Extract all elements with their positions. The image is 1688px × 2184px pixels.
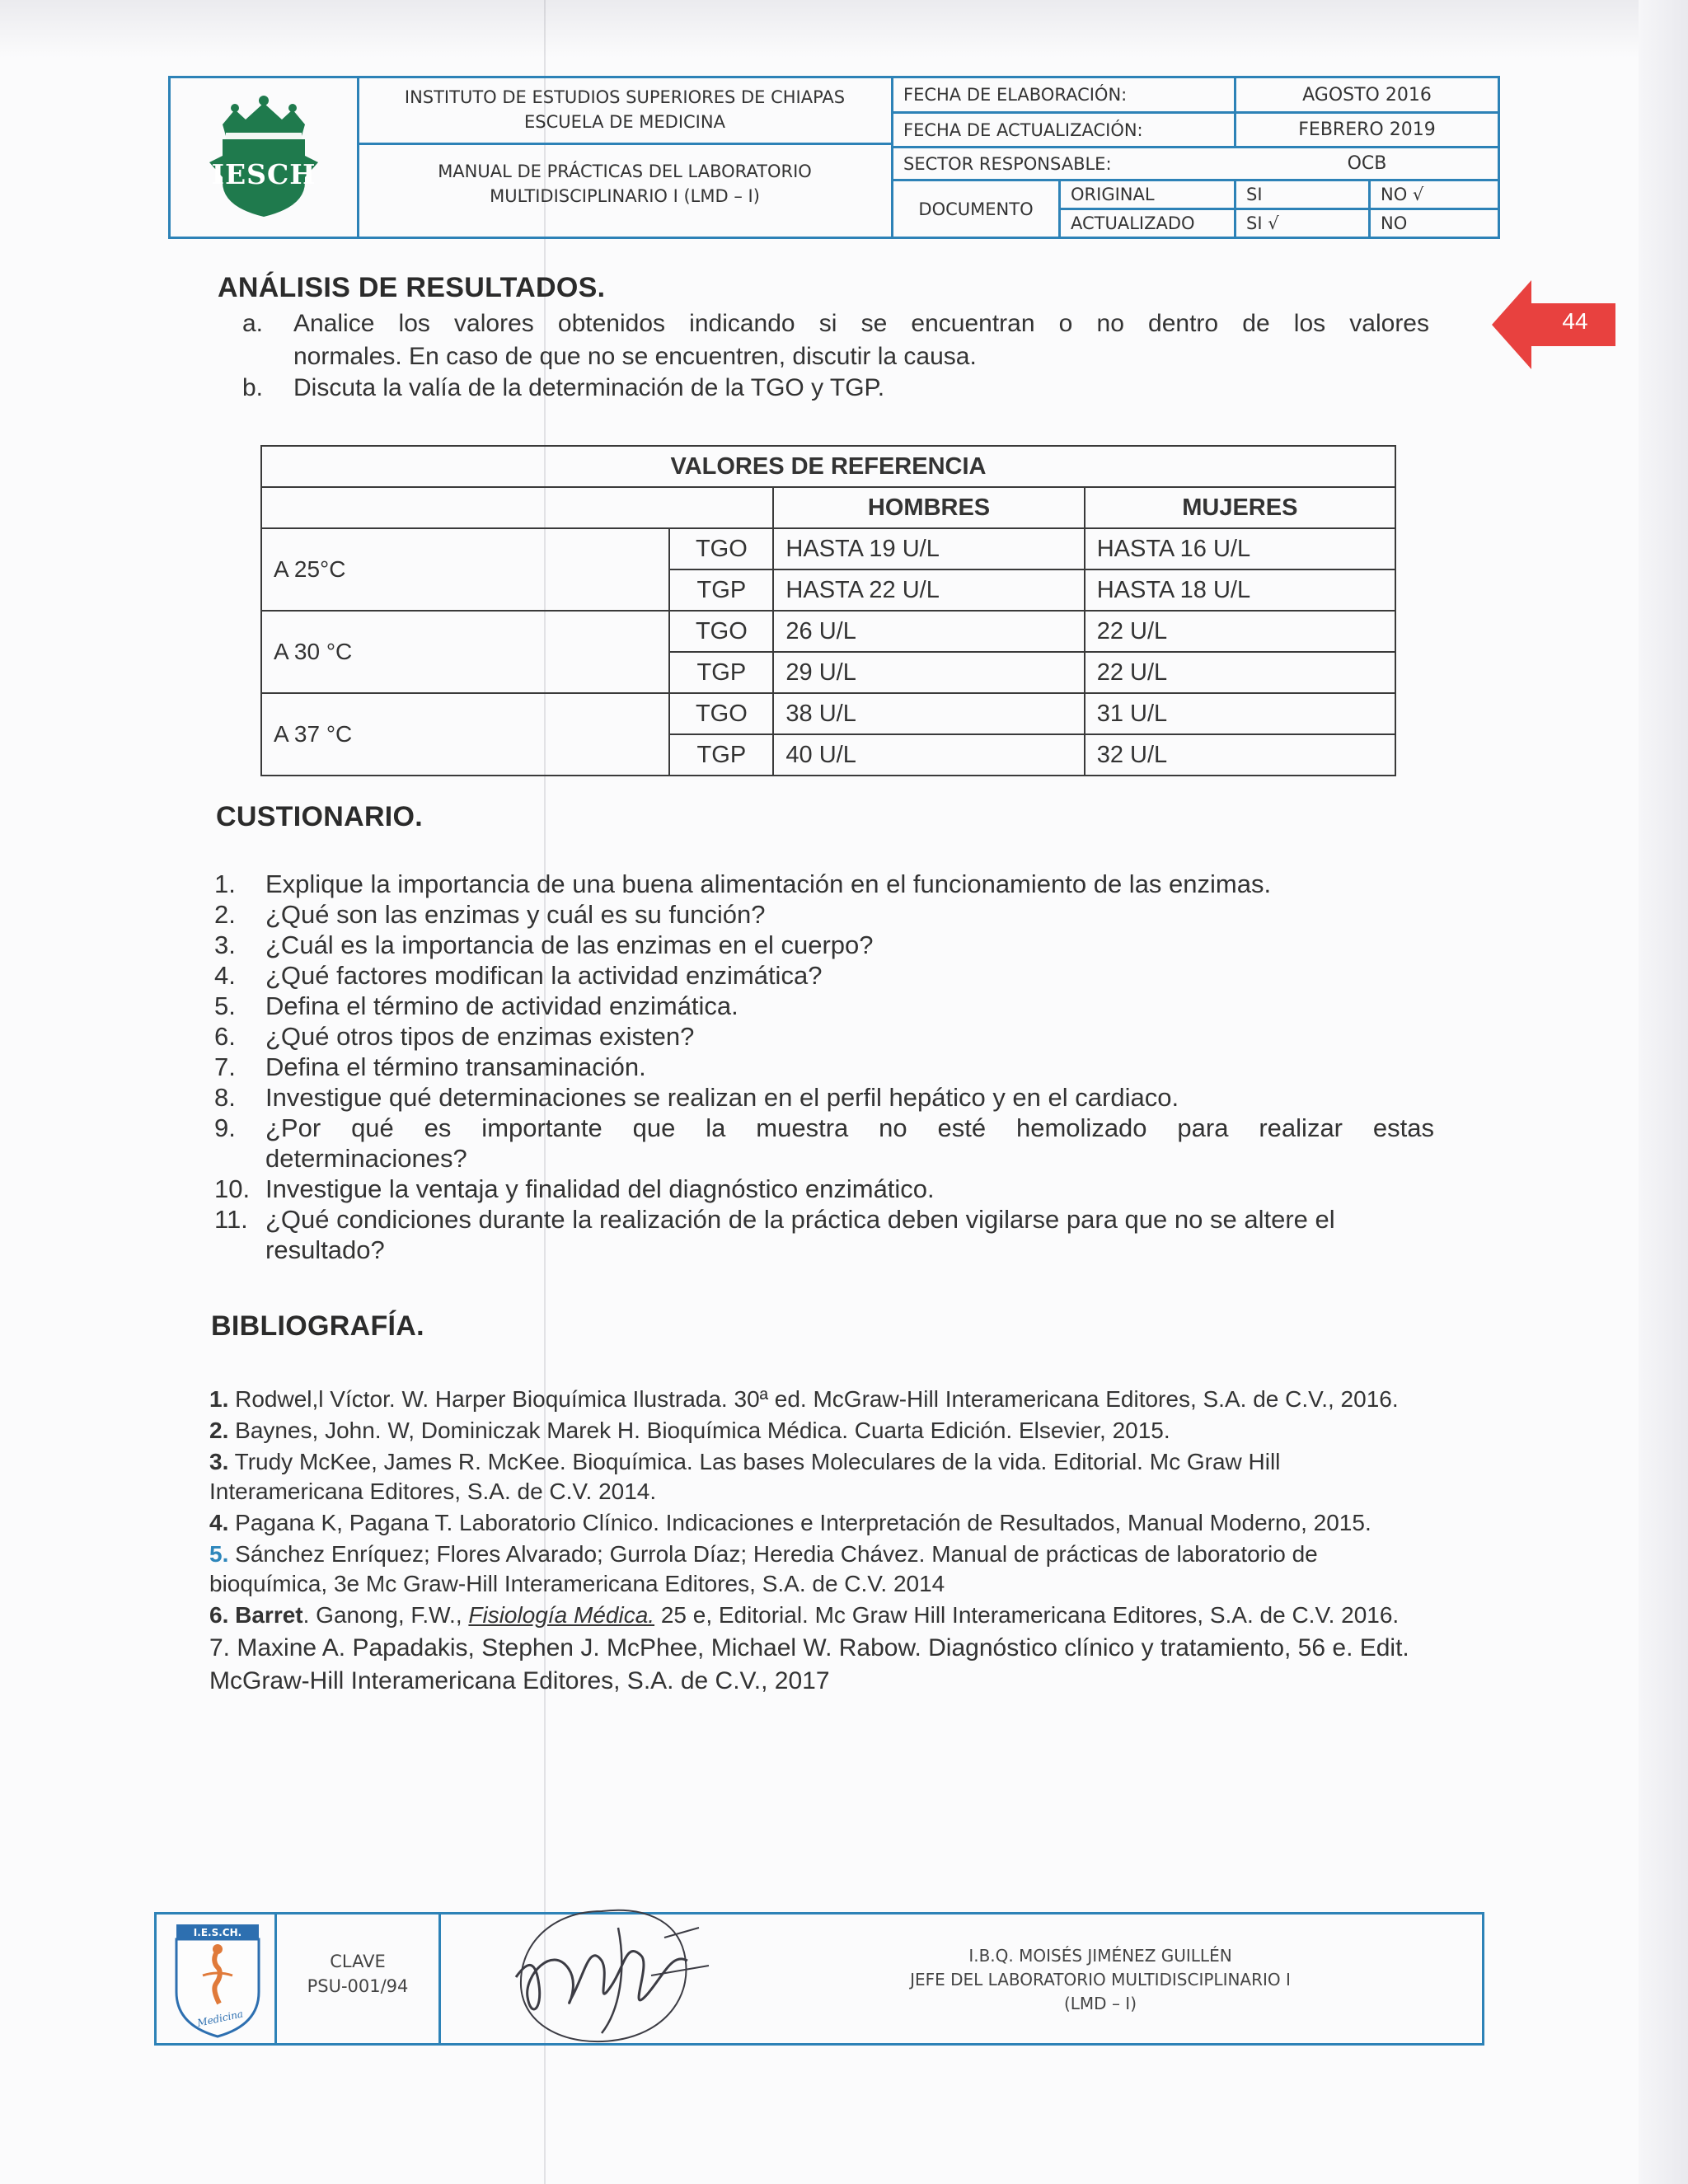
scan-edge-shadow [1639, 0, 1688, 2184]
item-text: ¿Qué otros tipos de enzimas existen? [265, 1022, 695, 1051]
item-text: Pagana K, Pagana T. Laboratorio Clínico. Indicaciones e Interpretación de Resultados, Manual Moderno, 2015. [235, 1510, 1372, 1535]
list-item [214, 899, 1434, 930]
original-no-checked: NO √ [1381, 185, 1424, 204]
item-text: Investigue qué determinaciones se realizan en el perfil hepático y en el cardiaco. [265, 1083, 1179, 1112]
item-number: 1. [209, 1386, 229, 1412]
item-number: 10. [214, 1174, 251, 1203]
list-item [209, 1385, 1437, 1414]
item-text: Investigue la ventaja y finalidad del diagnóstico enzimático. [265, 1174, 935, 1203]
fecha-elaboracion-label: FECHA DE ELABORACIÓN: [903, 85, 1128, 105]
document-footer [154, 1912, 1484, 2046]
enzyme-cell: TGP [669, 569, 773, 611]
fecha-actualizacion-value: FEBRERO 2019 [1298, 120, 1436, 140]
item-text: Maxine A. Papadakis, Stephen J. McPhee, Michael W. Rabow. Diagnóstico clínico y tratamiento, 56 e. Edit. McGraw-Hill Interamericana Editores, S.A. de C.V., 2017 [209, 1634, 1409, 1694]
men-value-cell: HASTA 22 U/L [773, 569, 1084, 611]
list-item [209, 1601, 1437, 1630]
sector-value: OCB [1347, 153, 1387, 174]
men-value-cell: 29 U/L [773, 652, 1084, 693]
signer-name: I.B.Q. MOISÉS JIMÉNEZ GUILLÉN [968, 1946, 1232, 1966]
women-value-cell: 32 U/L [1085, 734, 1395, 776]
documento-label: DOCUMENTO [918, 199, 1034, 219]
fecha-actualizacion-label: FECHA DE ACTUALIZACIÓN: [903, 120, 1143, 140]
logo-text: IESCH [211, 158, 316, 190]
document-header [168, 76, 1500, 239]
item-text-line: resultado? [265, 1235, 385, 1264]
women-value-cell: HASTA 18 U/L [1085, 569, 1395, 611]
list-item [214, 1113, 1434, 1174]
table-title: VALORES DE REFERENCIA [261, 446, 1395, 487]
fecha-elaboracion-value: AGOSTO 2016 [1302, 84, 1432, 105]
list-item [214, 869, 1434, 899]
seal-top-text: I.E.S.CH. [193, 1927, 242, 1938]
women-value-cell: 22 U/L [1085, 652, 1395, 693]
item-text: Explique la importancia de una buena alimentación en el funcionamiento de las enzimas. [265, 869, 1272, 898]
item-text: Defina el término transaminación. [265, 1052, 646, 1081]
item-text-line: determinaciones? [265, 1144, 467, 1173]
item-b-marker: b. [242, 374, 264, 401]
col-header-men: HOMBRES [773, 487, 1084, 528]
enzyme-cell: TGO [669, 528, 773, 569]
item-number: 4. [214, 961, 236, 990]
bibliografia-heading: BIBLIOGRAFÍA. [211, 1310, 424, 1342]
page-number-tab [1492, 280, 1615, 369]
temp-cell: A 37 °C [261, 693, 669, 776]
temp-cell: A 30 °C [261, 611, 669, 693]
item-text: Defina el término de actividad enzimática. [265, 991, 738, 1020]
enzyme-cell: TGP [669, 652, 773, 693]
sector-label: SECTOR RESPONSABLE: [903, 153, 1112, 174]
medicine-seal [166, 1918, 269, 2040]
reference-values-table [260, 445, 1396, 776]
cuestionario-heading: CUSTIONARIO. [216, 801, 424, 832]
manual-line: MULTIDISCIPLINARIO I (LMD – I) [490, 186, 760, 206]
item-number: 3. [214, 930, 236, 959]
signer-lab: (LMD – I) [1063, 1994, 1137, 2013]
list-item [209, 1540, 1437, 1599]
item-text: Rodwel,l Víctor. W. Harper Bioquímica Ilustrada. 30ª ed. McGraw-Hill Interamericana Editores, S.A. de C.V., 2016. [235, 1386, 1399, 1412]
list-item [214, 1021, 1434, 1052]
item-text-line: ¿Por qué es importante que la muestra no esté hemolizado para realizar estas [265, 1113, 1434, 1142]
list-item [209, 1632, 1437, 1698]
item-number: 4. [209, 1510, 229, 1535]
question-list [214, 869, 1434, 1265]
women-value-cell: HASTA 16 U/L [1085, 528, 1395, 569]
item-text: Sánchez Enríquez; Flores Alvarado; Gurrola Díaz; Heredia Chávez. Manual de prácticas de laboratorio de bioquímica, 3e Mc Graw-Hill Interamericana Editores, S.A. de C.V. 2014 [209, 1541, 1318, 1596]
institution-name [357, 78, 893, 143]
men-value-cell: 38 U/L [773, 693, 1084, 734]
seal-bottom-text: Medicina [196, 2008, 245, 2029]
item-b-text: Discuta la valía de la determinación de la TGO y TGP. [293, 374, 885, 401]
item-number: 1. [214, 869, 236, 898]
clave-label: CLAVE [330, 1952, 386, 1971]
item-text: 25 e, Editorial. Mc Graw Hill Interamericana Editores, S.A. de C.V. 2016. [654, 1602, 1400, 1628]
item-number: 5. [209, 1541, 229, 1567]
table-row [261, 528, 1395, 569]
original-si: SI [1246, 185, 1263, 204]
item-number: 7. [214, 1052, 236, 1081]
item-a-marker: a. [242, 310, 264, 337]
original-label: ORIGINAL [1071, 185, 1155, 204]
temp-cell: A 25°C [261, 528, 669, 611]
enzyme-cell: TGP [669, 734, 773, 776]
item-number: 8. [214, 1083, 236, 1112]
item-number: 5. [214, 991, 236, 1020]
item-text [265, 1204, 1434, 1265]
list-item [214, 1082, 1434, 1113]
list-item [209, 1447, 1437, 1507]
item-text-line: ¿Qué condiciones durante la realización de la práctica deben vigilarse para que no se altere el [265, 1205, 1335, 1234]
men-value-cell: 26 U/L [773, 611, 1084, 652]
item-book-title: Fisiología Médica. [468, 1602, 655, 1628]
item-number: 6. [214, 1022, 236, 1051]
item-text: ¿Cuál es la importancia de las enzimas en el cuerpo? [265, 930, 874, 959]
item-text: Trudy McKee, James R. McKee. Bioquímica. Las bases Moleculares de la vida. Editorial. Mc Graw Hill Interamericana Editores, S.A. de C.V. 2014. [209, 1449, 1281, 1504]
women-value-cell: 31 U/L [1085, 693, 1395, 734]
item-text [265, 1113, 1434, 1174]
men-value-cell: HASTA 19 U/L [773, 528, 1084, 569]
item-number: 2. [209, 1418, 229, 1443]
item-text: ¿Qué factores modifican la actividad enzimática? [265, 961, 823, 990]
item-a-line1: Analice los valores obtenidos indicando si se encuentran o no dentro de los valores [293, 310, 1429, 337]
actualizado-label: ACTUALIZADO [1071, 213, 1195, 233]
item-number: 11. [214, 1205, 248, 1234]
list-item [214, 960, 1434, 991]
item-number: 2. [214, 900, 236, 929]
list-item [214, 1174, 1434, 1204]
analisis-heading: ANÁLISIS DE RESULTADOS. [218, 272, 606, 303]
item-a-line2: normales. En caso de que no se encuentren, discutir la causa. [293, 343, 977, 370]
item-number: 9. [214, 1113, 236, 1142]
footer-divider [438, 1915, 441, 2043]
list-item [214, 1204, 1434, 1265]
item-author-bold: Barret [235, 1602, 303, 1628]
item-text: Baynes, John. W, Dominiczak Marek H. Bioquímica Médica. Cuarta Edición. Elsevier, 2015. [235, 1418, 1170, 1443]
scan-shading [0, 0, 1688, 58]
list-item [209, 1508, 1437, 1538]
manual-title [357, 143, 893, 237]
manual-line: MANUAL DE PRÁCTICAS DEL LABORATORIO [438, 162, 812, 181]
men-value-cell: 40 U/L [773, 734, 1084, 776]
item-number: 3. [209, 1449, 229, 1474]
actualizado-no: NO [1381, 213, 1408, 233]
list-item [214, 991, 1434, 1021]
enzyme-cell: TGO [669, 693, 773, 734]
institution-logo [171, 78, 357, 237]
medicine-shield-icon [166, 1918, 269, 2040]
enzyme-cell: TGO [669, 611, 773, 652]
item-text: . Ganong, F.W., [302, 1602, 469, 1628]
list-item [209, 1416, 1437, 1446]
actualizado-si-checked: SI √ [1246, 213, 1279, 233]
women-value-cell: 22 U/L [1085, 611, 1395, 652]
table-row [261, 611, 1395, 652]
col-header-women: MUJERES [1085, 487, 1395, 528]
list-item [214, 930, 1434, 960]
item-text: ¿Qué son las enzimas y cuál es su función? [265, 900, 766, 929]
item-number: 6. [209, 1602, 229, 1628]
signer-title: JEFE DEL LABORATORIO MULTIDISCIPLINARIO I [910, 1970, 1291, 1990]
school-line: ESCUELA DE MEDICINA [524, 112, 725, 132]
clave-block [277, 1915, 438, 2043]
page-number: 44 [1562, 308, 1588, 334]
table-row [261, 693, 1395, 734]
bibliography-list [209, 1385, 1437, 1699]
list-item [214, 1052, 1434, 1082]
iesch-crown-logo-icon [198, 91, 330, 223]
clave-value: PSU-001/94 [307, 1976, 409, 1996]
item-number: 7. [209, 1634, 231, 1661]
signer-block [832, 1915, 1368, 2043]
institution-line: INSTITUTO DE ESTUDIOS SUPERIORES DE CHIAPAS [404, 87, 846, 107]
table-header-empty [261, 487, 773, 528]
signature-icon [503, 1895, 750, 2051]
